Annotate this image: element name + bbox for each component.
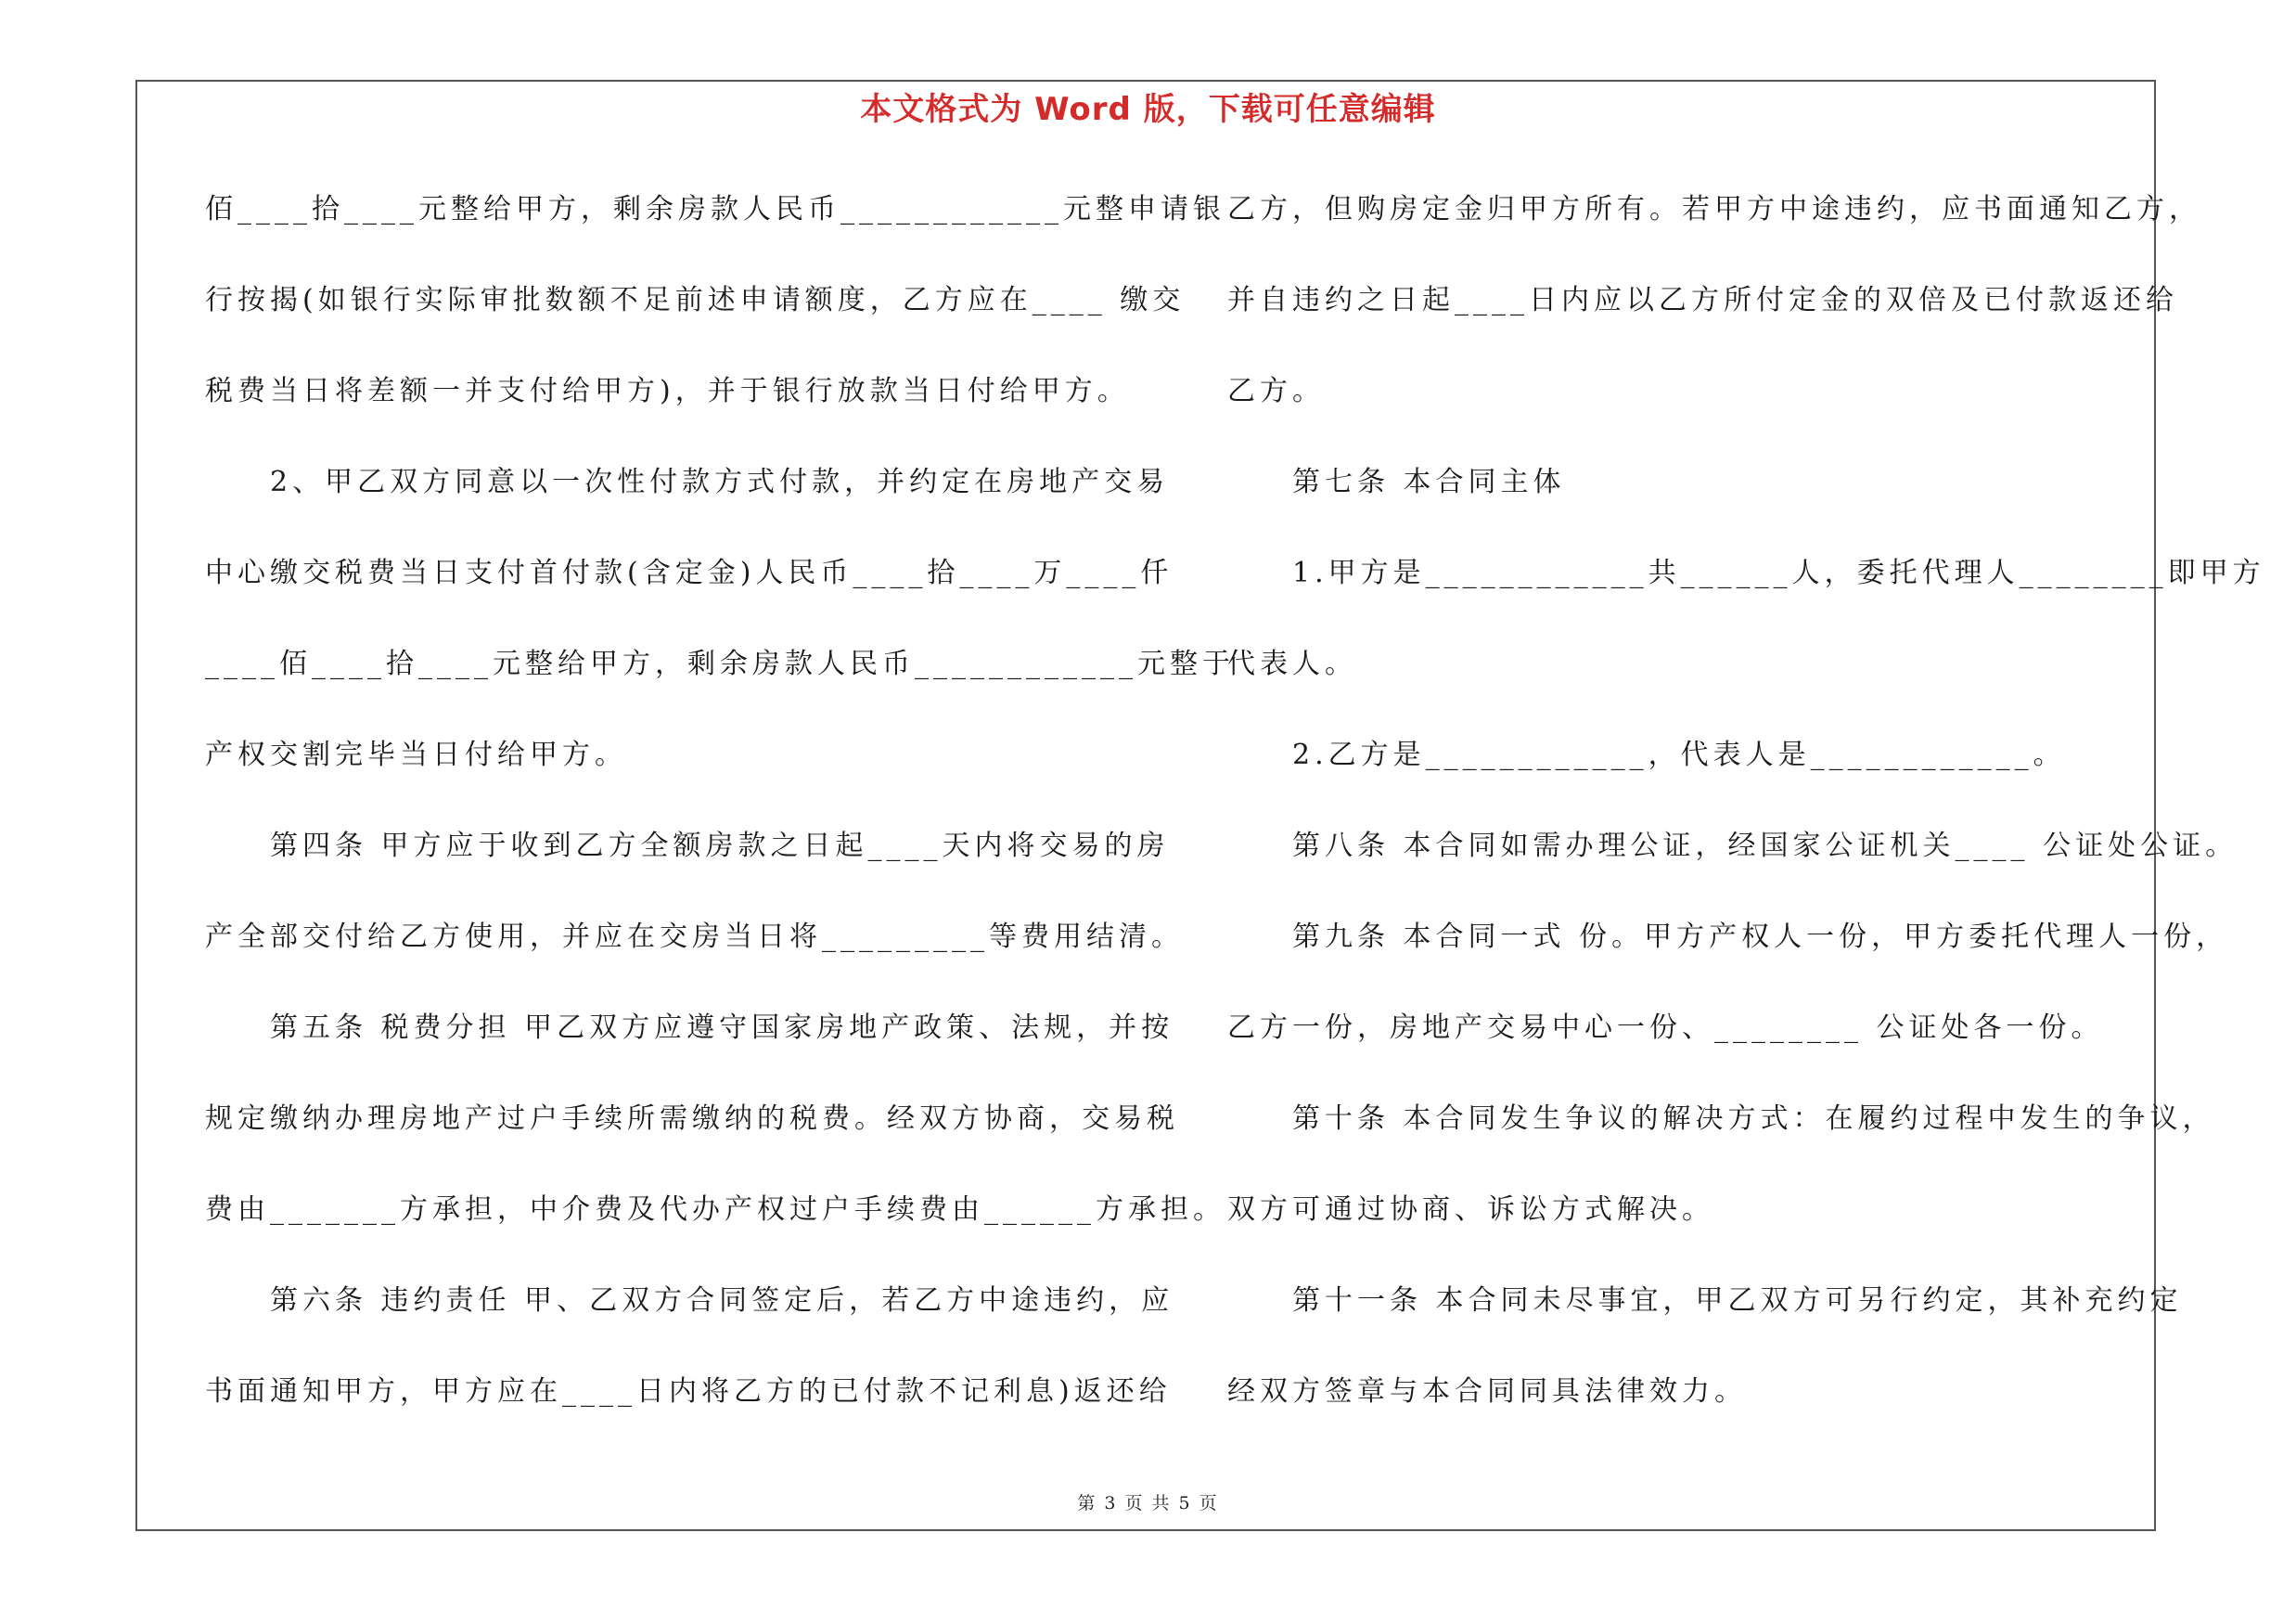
text-line: 第四条 甲方应于收到乙方全额房款之日起____天内将交易的房 (205, 830, 1170, 862)
text-line: 费由_______方承担，中介费及代办产权过户手续费由______方承担。 (205, 1193, 1225, 1226)
text-line: 经双方签章与本合同同具法律效力。 (1227, 1375, 1747, 1408)
text-line: 规定缴纳办理房地产过户手续所需缴纳的税费。经双方协商，交易税 (205, 1102, 1179, 1135)
text-line: 1.甲方是____________共______人，委托代理人________即甲方 (1227, 557, 2265, 589)
text-line: 第十条 本合同发生争议的解决方式：在履约过程中发生的争议， (1227, 1102, 2215, 1135)
text-line: 第六条 违约责任 甲、乙双方合同签定后，若乙方中途违约，应 (205, 1284, 1174, 1317)
text-line: 乙方，但购房定金归甲方所有。若甲方中途违约，应书面通知乙方， (1227, 193, 2201, 225)
text-line: 双方可通过协商、诉讼方式解决。 (1227, 1193, 1714, 1226)
text-line: 代表人。 (1227, 648, 1357, 680)
text-line: 第十一条 本合同未尽事宜，甲乙双方可另行约定，其补充约定 (1227, 1284, 2183, 1317)
right-column (1227, 182, 2265, 1455)
text-line: 书面通知甲方，甲方应在____日内将乙方的已付款不记利息)返还给 (205, 1375, 1172, 1408)
text-line: 第九条 本合同一式 份。甲方产权人一份，甲方委托代理人一份， (1227, 921, 2229, 953)
text-line: 并自违约之日起____日内应以乙方所付定金的双倍及已付款返还给 (1227, 284, 2178, 316)
page-number: 第 3 页 共 5 页 (1077, 1493, 1219, 1514)
text-line: 乙方一份，房地产交易中心一份、________ 公证处各一份。 (1227, 1011, 2104, 1044)
text-line: 产权交割完毕当日付给甲方。 (205, 739, 627, 771)
left-column (205, 182, 1235, 1455)
text-line: ____佰____拾____元整给甲方，剩余房款人民币____________元整于 (205, 648, 1235, 680)
text-line: 行按揭(如银行实际审批数额不足前述申请额度，乙方应在____ 缴交 (205, 284, 1186, 316)
text-line: 第八条 本合同如需办理公证，经国家公证机关____ 公证处公证。 (1227, 830, 2238, 862)
text-line: 2.乙方是____________，代表人是____________。 (1227, 739, 2066, 771)
text-line: 第七条 本合同主体 (1227, 466, 1566, 498)
editable-format-banner: 本文格式为 Word 版，下载可任意编辑 (860, 91, 1436, 128)
text-line: 中心缴交税费当日支付首付款(含定金)人民币____拾____万____仟 (205, 557, 1174, 589)
text-line: 第五条 税费分担 甲乙双方应遵守国家房地产政策、法规，并按 (205, 1011, 1174, 1044)
text-line: 2、甲乙双方同意以一次性付款方式付款，并约定在房地产交易 (205, 466, 1170, 498)
text-line: 产全部交付给乙方使用，并应在交房当日将_________等费用结清。 (205, 921, 1184, 953)
text-line: 乙方。 (1227, 375, 1325, 407)
text-line: 佰____拾____元整给甲方，剩余房款人民币____________元整申请银 (205, 193, 1225, 225)
text-line: 税费当日将差额一并支付给甲方)，并于银行放款当日付给甲方。 (205, 375, 1130, 407)
